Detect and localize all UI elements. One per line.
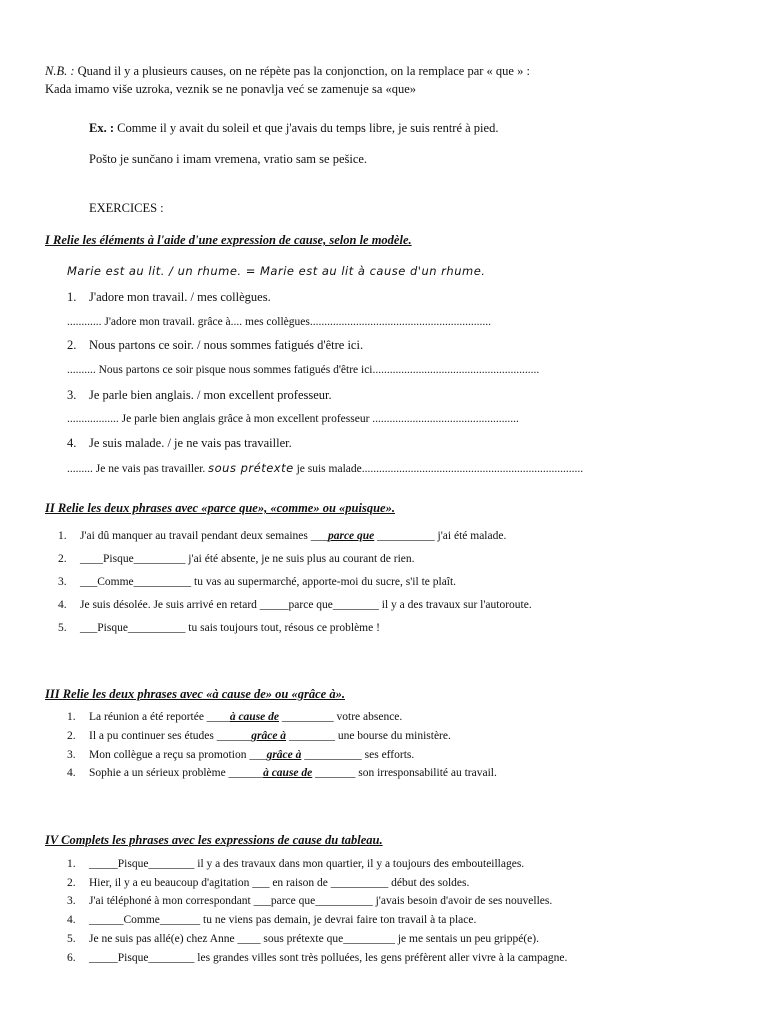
- section-1-model: Marie est au lit. / un rhume. = Marie est au lit à cause d'un rhume.: [67, 264, 486, 278]
- s1-item-2-answer: .......... Nous partons ce soir pisque nous sommes fatigués d'être ici..........................................................: [67, 364, 540, 376]
- s2-item-4-num: 4.: [58, 599, 67, 611]
- s2-item-1-num: 1.: [58, 530, 67, 542]
- s1-item-4-answer-pre: ......... Je ne vais pas travailler.: [67, 463, 206, 475]
- s1-item-3-prompt: [67, 387, 332, 403]
- s4-item-1-num: 1.: [67, 858, 76, 870]
- s4-item-3-num: 3.: [67, 895, 76, 907]
- s2-item-3: [58, 574, 456, 590]
- s2-item-5: [58, 620, 380, 636]
- s2-item-5-num: 5.: [58, 622, 67, 634]
- s1-item-1-num: 1.: [67, 290, 77, 304]
- s3-item-4: [67, 765, 497, 781]
- section-4-title: IV Complets les phrases avec les expressions de cause du tableau.: [45, 833, 383, 847]
- s1-item-4-text: Je suis malade. / je ne vais pas travailler.: [89, 436, 292, 450]
- s3-item-1-num: 1.: [67, 711, 76, 723]
- s1-item-4-answer-mid: sous prétexte: [208, 461, 294, 475]
- s4-item-2-text: Hier, il y a eu beaucoup d'agitation ___ en raison de __________ début des soldes.: [89, 877, 470, 889]
- s4-item-5-text: Je ne suis pas allé(e) chez Anne ____ sous prétexte que_________ je me sentais un peu grippé(e).: [89, 933, 539, 945]
- s2-item-1-pre: J'ai dû manquer au travail pendant deux semaines ___: [80, 530, 328, 542]
- s2-item-1: [58, 528, 506, 544]
- s2-item-5-text: ___Pisque__________ tu sais toujours tout, résous ce problème !: [80, 622, 380, 634]
- s3-item-4-answer: à cause de: [263, 767, 313, 779]
- s2-item-4: [58, 597, 532, 613]
- s3-item-3-pre: Mon collègue a reçu sa promotion ___: [89, 749, 267, 761]
- s2-item-1-answer: parce que: [327, 530, 375, 542]
- s1-item-1-answer: ............ J'adore mon travail. grâce à.... mes collègues...............................................................: [67, 316, 491, 328]
- s1-item-2-text: Nous partons ce soir. / nous sommes fatigués d'être ici.: [89, 338, 364, 352]
- s4-item-2-num: 2.: [67, 877, 76, 889]
- nb-line-fr: [45, 63, 530, 79]
- s3-item-3-answer: grâce à: [266, 749, 302, 761]
- s2-item-4-text: Je suis désolée. Je suis arrivé en retard _____parce que________ il y a des travaux sur l'autoroute.: [80, 599, 532, 611]
- s4-item-5: [67, 931, 539, 947]
- s4-item-4-text: ______Comme_______ tu ne viens pas demain, je devrai faire ton travail à ta place.: [89, 914, 477, 926]
- s1-item-4-num: 4.: [67, 436, 77, 450]
- s3-item-4-num: 4.: [67, 767, 76, 779]
- s1-item-1-text: J'adore mon travail. / mes collègues.: [89, 290, 271, 304]
- s4-item-4-num: 4.: [67, 914, 76, 926]
- section-3-title: III Relie les deux phrases avec «à cause de» ou «grâce à».: [45, 687, 345, 701]
- s4-item-3-text: J'ai téléphoné à mon correspondant ___parce que__________ j'avais besoin d'avoir de ses nouvelles.: [89, 895, 553, 907]
- example-line-fr: [89, 120, 498, 136]
- s3-item-3-post: __________ ses efforts.: [304, 749, 415, 761]
- s3-item-1: [67, 709, 402, 725]
- s3-item-2-post: ________ une bourse du ministère.: [288, 730, 451, 742]
- s1-item-3-num: 3.: [67, 388, 77, 402]
- s3-item-3-num: 3.: [67, 749, 76, 761]
- s2-item-1-post: __________ j'ai été malade.: [377, 530, 507, 542]
- s4-item-6: [67, 950, 567, 966]
- s4-item-4: [67, 912, 476, 928]
- section-1-title: I Relie les éléments à l'aide d'une expression de cause, selon le modèle.: [45, 233, 412, 247]
- s2-item-2: [58, 551, 415, 567]
- s3-item-2-pre: Il a pu continuer ses études ______: [89, 730, 252, 742]
- s3-item-4-pre: Sophie a un sérieux problème ______: [89, 767, 264, 779]
- s4-item-1-text: _____Pisque________ il y a des travaux dans mon quartier, il y a toujours des embouteillages.: [89, 858, 525, 870]
- s1-item-3-answer: .................. Je parle bien anglais grâce à mon excellent professeur ...................................................: [67, 413, 519, 425]
- s3-item-3: [67, 747, 414, 763]
- s4-item-2: [67, 875, 469, 891]
- nb-text-sr: Kada imamo više uzroka, veznik se ne ponavlja već se zamenuje sa «que»: [45, 82, 417, 96]
- nb-label: N.B. :: [45, 64, 75, 78]
- s2-item-3-num: 3.: [58, 576, 67, 588]
- s1-item-4-prompt: [67, 435, 292, 451]
- s3-item-2-num: 2.: [67, 730, 76, 742]
- s4-item-3: [67, 893, 552, 909]
- example-text-sr: Pošto je sunčano i imam vremena, vratio sam se pešice.: [89, 152, 368, 166]
- s1-item-2-prompt: [67, 337, 363, 353]
- s2-item-2-text: ____Pisque_________ j'ai été absente, je ne suis plus au courant de rien.: [80, 553, 415, 565]
- s3-item-1-pre: La réunion a été reportée ____: [89, 711, 230, 723]
- s1-item-4-answer: [67, 460, 583, 477]
- s4-item-1: [67, 856, 524, 872]
- s1-item-2-num: 2.: [67, 338, 77, 352]
- s1-item-1-prompt: [67, 289, 271, 305]
- s4-item-5-num: 5.: [67, 933, 76, 945]
- s4-item-6-text: _____Pisque________ les grandes villes sont très polluées, les gens préfèrent aller vivre à la campagne.: [89, 952, 568, 964]
- s3-item-1-post: _________ votre absence.: [281, 711, 403, 723]
- s3-item-2-answer: grâce à: [251, 730, 287, 742]
- s1-item-4-answer-post: je suis malade.............................................................................: [296, 463, 584, 475]
- s2-item-2-num: 2.: [58, 553, 67, 565]
- s3-item-1-answer: à cause de: [229, 711, 279, 723]
- s4-item-6-num: 6.: [67, 952, 76, 964]
- example-text-fr: Comme il y avait du soleil et que j'avais du temps libre, je suis rentré à pied.: [117, 121, 499, 135]
- example-label: Ex. :: [89, 121, 114, 135]
- s1-item-3-text: Je parle bien anglais. / mon excellent professeur.: [89, 388, 332, 402]
- nb-text-fr: Quand il y a plusieurs causes, on ne répète pas la conjonction, on la remplace par « que » :: [77, 64, 530, 78]
- exercices-title: EXERCICES :: [89, 201, 164, 215]
- s2-item-3-text: ___Comme__________ tu vas au supermarché, apporte-moi du sucre, s'il te plaît.: [80, 576, 457, 588]
- section-2-title: II Relie les deux phrases avec «parce que», «comme» ou «puisque».: [45, 501, 395, 515]
- s3-item-2: [67, 728, 451, 744]
- s3-item-4-post: _______ son irresponsabilité au travail.: [315, 767, 497, 779]
